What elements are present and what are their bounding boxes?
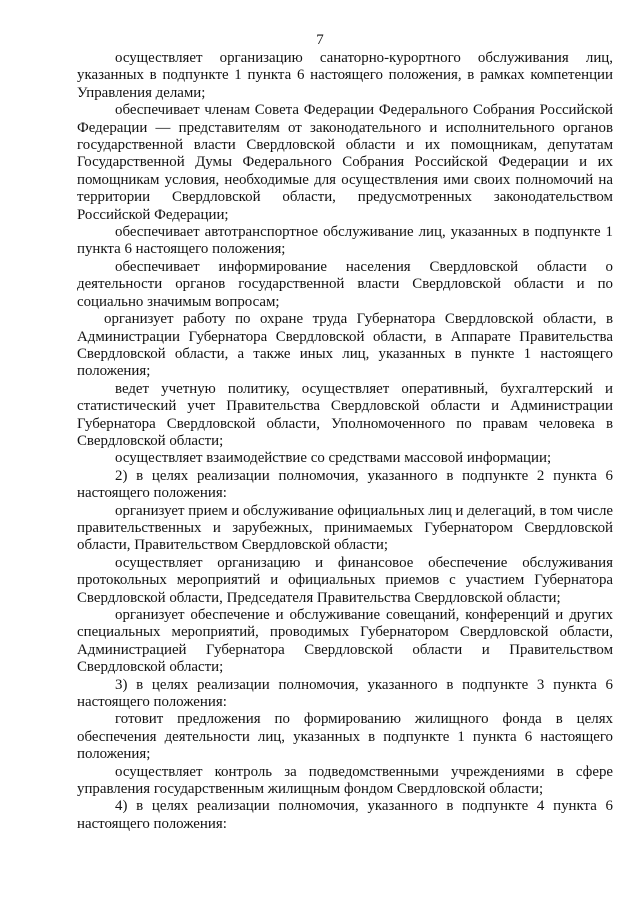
paragraph-subitem-4-heading: 4) в целях реализации полномочия, указанного в подпункте 4 пункта 6 настоящего положения:	[77, 798, 613, 832]
paragraph-housing-fund-proposals: готовит предложения по формированию жилищного фонда в целях обеспечения деятельности лиц, указанных в подпункте 1 пункта 6 настоящего положения;	[77, 711, 613, 763]
document-body	[77, 50, 613, 833]
paragraph-sanatorium-services: осуществляет организацию санаторно-курортного обслуживания лиц, указанных в подпункте 1 пункта 6 настоящего положения, в рамках компетенции Управления делами;	[77, 50, 613, 101]
page-number: 7	[316, 32, 324, 48]
paragraph-delegations-reception: организует прием и обслуживание официальных лиц и делегаций, в том числе правительственных и зарубежных, принимаемых Губернатором Свердловской области, Правительством Свердловской области;	[77, 502, 613, 554]
paragraph-mass-media: осуществляет взаимодействие со средствами массовой информации;	[115, 450, 552, 467]
paragraph-meetings-conferences: организует обеспечение и обслуживание совещаний, конференций и других специальных мероприятий, проводимых Губернатором Свердловской области, Администрацией Губернатора Свердловской области и Правительством Свердловской области;	[77, 607, 613, 676]
paragraph-labor-protection: организует работу по охране труда Губернатора Свердловской области, в Администрации Губернатора Свердловской области, в Аппарате Правительства Свердловской области, а также иных лиц, указанных в пункте 1 настоящего положения;	[77, 311, 613, 380]
paragraph-vehicle-services: обеспечивает автотранспортное обслуживание лиц, указанных в подпункте 1 пункта 6 настоящего положения;	[77, 224, 613, 258]
paragraph-housing-control: осуществляет контроль за подведомственными учреждениями в сфере управления государственным жилищным фондом Свердловской области;	[77, 763, 613, 798]
paragraph-public-information: обеспечивает информирование населения Свердловской области о деятельности органов государственной власти Свердловской области и по социально значимым вопросам;	[77, 258, 613, 310]
paragraph-protocol-events: осуществляет организацию и финансовое обеспечение обслуживания протокольных мероприятий и официальных приемов с участием Губернатора Свердловской области, Председателя Правительства Свердловской области;	[77, 554, 613, 606]
paragraph-subitem-2-heading: 2) в целях реализации полномочия, указанного в подпункте 2 пункта 6 настоящего положения:	[77, 467, 613, 502]
paragraph-federation-council-support: обеспечивает членам Совета Федерации Федерального Собрания Российской Федерации — представителям от законодательного и исполнительного органов государственной власти Свердловской области и их помощникам, депутатам Государственной Думы Федерального Собрания Российской Федерации и их помощникам условия, необходимые для осуществления ими своих полномочий на территории Свердловской области, предусмотренных законодательством Российской Федерации;	[77, 102, 613, 223]
paragraph-subitem-3-heading: 3) в целях реализации полномочия, указанного в подпункте 3 пункта 6 настоящего положения:	[77, 676, 613, 711]
paragraph-accounting-policy: ведет учетную политику, осуществляет оперативный, бухгалтерский и статистический учет Правительства Свердловской области и Администрации Губернатора Свердловской области, Уполномоченного по правам человека в Свердловской области;	[77, 380, 613, 449]
